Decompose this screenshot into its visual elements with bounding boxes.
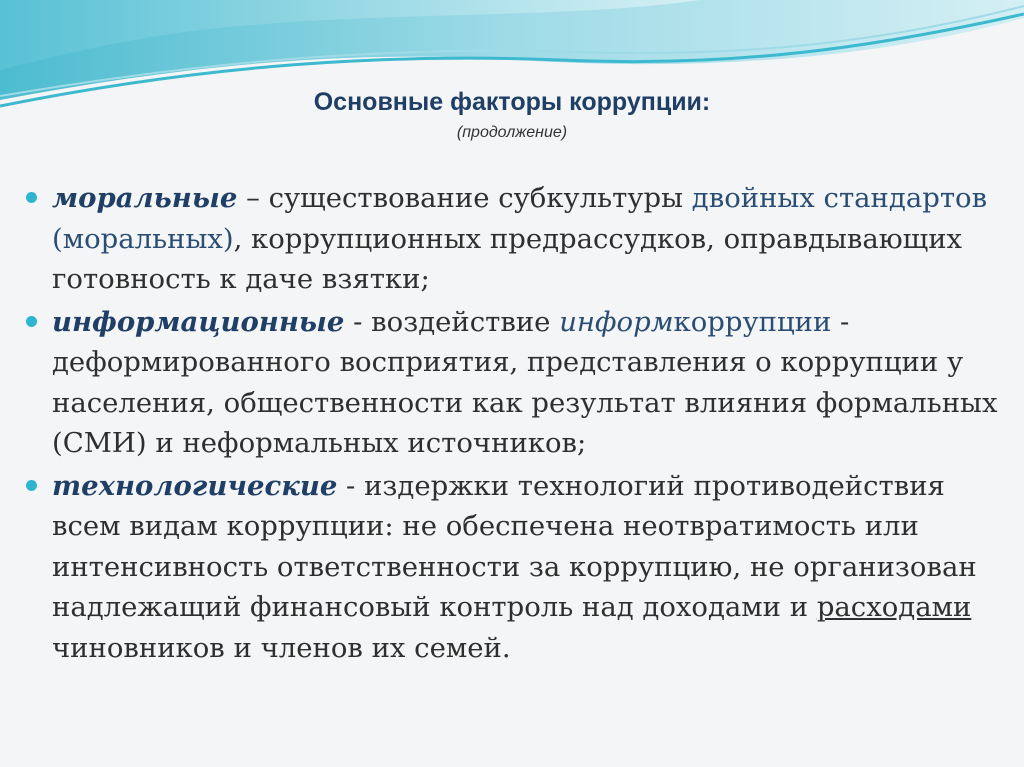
term-moral: моральные bbox=[52, 182, 238, 214]
factor-list bbox=[26, 178, 1016, 670]
item-text: - воздействие bbox=[344, 305, 560, 338]
term-informational: информационные bbox=[52, 305, 345, 338]
page-title: Основные факторы коррупции: bbox=[313, 88, 711, 116]
item-text: - издержки технологий противодействия всем видам коррупции: не обеспечена неотвратимость или интенсивность ответственности за коррупцию, не организован надлежащий финансовый контроль над доходами и bbox=[52, 469, 977, 623]
list-item-moral bbox=[26, 178, 1016, 300]
list-item-technological bbox=[26, 466, 1016, 669]
item-text-underlined: расходами bbox=[816, 591, 972, 623]
item-text: – существование субкультуры bbox=[237, 182, 692, 214]
list-item-informational bbox=[26, 302, 1016, 464]
bullet-icon bbox=[26, 192, 37, 203]
term-technological: технологические bbox=[52, 469, 338, 502]
item-text-highlight: коррупции bbox=[673, 305, 832, 338]
page-subtitle: (продолжение) bbox=[456, 124, 568, 141]
item-text-italic: информ bbox=[559, 305, 674, 338]
item-text: чиновников и членов их семей. bbox=[52, 631, 511, 664]
bullet-icon bbox=[26, 480, 37, 491]
item-text: - деформированного восприятия, представления о коррупции у населения, общественности как результат влияния формальных (СМИ) и неформальных источников; bbox=[52, 305, 998, 459]
item-text: , коррупционных предрассудков, оправдывающих готовность к даче взятки; bbox=[52, 222, 963, 295]
item-text-highlight: двойных стандартов (моральных) bbox=[52, 182, 988, 255]
bullet-icon bbox=[26, 316, 37, 327]
